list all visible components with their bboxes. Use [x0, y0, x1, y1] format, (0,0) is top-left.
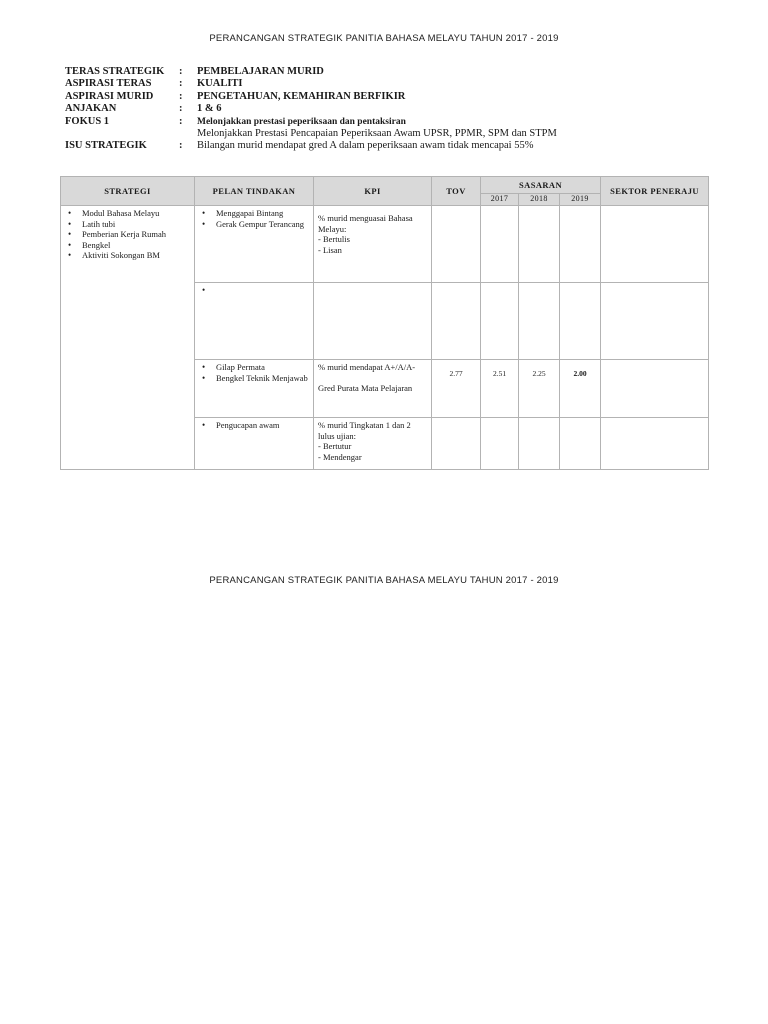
kpi-text: - Mendengar: [318, 451, 362, 462]
colon: :: [179, 66, 183, 77]
sektor-cell: [601, 418, 709, 470]
sasaran-2019-value: 2.00: [560, 360, 601, 418]
header-pelan-tindakan: PELAN TINDAKAN: [195, 177, 314, 206]
sasaran-2019-cell: [560, 418, 601, 470]
pelan-cell: [195, 418, 314, 470]
table-row: [61, 206, 709, 283]
colon: :: [179, 115, 183, 127]
pelan-item: • Menggapai Bintang: [197, 208, 311, 219]
strategi-item: • Bengkel: [63, 240, 192, 251]
header-year-2018: 2018: [519, 194, 560, 206]
fokus-detail-row: [65, 128, 557, 140]
strategi-item: • Modul Bahasa Melayu: [63, 208, 192, 219]
sektor-cell: [601, 360, 709, 418]
sasaran-2017-cell: [481, 418, 519, 470]
sasaran-2018-cell: [519, 206, 560, 283]
header-tov: TOV: [432, 177, 481, 206]
sasaran-2019-cell: [560, 206, 601, 283]
header-sektor-peneraju: SEKTOR PENERAJU: [601, 177, 709, 206]
strategic-info: [65, 66, 557, 153]
fokus-label: FOKUS 1: [65, 115, 110, 127]
isu-strategik-value: Bilangan murid mendapat gred A dalam peperiksaan awam tidak mencapai 55%: [197, 140, 534, 152]
fokus-detail-value: Melonjakkan Prestasi Pencapaian Peperiksaan Awam UPSR, PPMR, SPM dan STPM: [197, 128, 557, 140]
isu-strategik-label: ISU STRATEGIK: [65, 140, 147, 152]
pelan-cell: [195, 206, 314, 283]
header-strategi: STRATEGI: [61, 177, 195, 206]
strategic-plan-table: [60, 176, 709, 470]
aspirasi-murid-label: ASPIRASI MURID: [65, 90, 154, 102]
tov-cell: [432, 418, 481, 470]
strategi-item: • Pemberian Kerja Rumah: [63, 229, 192, 240]
kpi-text: - Bertutur: [318, 441, 352, 451]
aspirasi-teras-value: KUALITI: [197, 78, 243, 90]
sektor-cell: [601, 206, 709, 283]
tov-cell: [432, 283, 481, 360]
sektor-cell: [601, 283, 709, 360]
pelan-cell: [195, 360, 314, 418]
sasaran-2018-value: 2.25: [519, 360, 560, 418]
anjakan-label: ANJAKAN: [65, 103, 117, 115]
kpi-text: - Bertulis: [318, 234, 350, 244]
page-header: PERANCANGAN STRATEGIK PANITIA BAHASA MELAYU TAHUN 2017 - 2019: [209, 575, 559, 586]
strategi-item: • Aktiviti Sokongan BM: [63, 250, 192, 261]
page-header: PERANCANGAN STRATEGIK PANITIA BAHASA MELAYU TAHUN 2017 - 2019: [209, 33, 559, 44]
strategi-item: • Latih tubi: [63, 219, 192, 230]
sasaran-2018-cell: [519, 283, 560, 360]
aspirasi-murid-row: [65, 91, 557, 103]
kpi-text: % murid mendapat A+/A/A-: [318, 362, 416, 372]
sasaran-2017-cell: [481, 206, 519, 283]
kpi-cell: [314, 418, 432, 470]
colon: :: [179, 140, 183, 152]
kpi-cell: [314, 360, 432, 418]
header-sasaran: SASARAN: [481, 177, 601, 194]
fokus-row: [65, 116, 557, 128]
anjakan-row: [65, 103, 557, 115]
sasaran-2018-cell: [519, 418, 560, 470]
strategi-cell: [61, 206, 195, 470]
colon: :: [179, 78, 183, 90]
kpi-cell: [314, 206, 432, 283]
teras-strategik-row: [65, 66, 557, 78]
teras-strategik-label: TERAS STRATEGIK: [65, 66, 165, 77]
colon: :: [179, 103, 183, 115]
isu-strategik-row: [65, 140, 557, 152]
kpi-text: % murid menguasai Bahasa Melayu:: [318, 213, 413, 234]
sasaran-2017-value: 2.51: [481, 360, 519, 418]
pelan-item: • Pengucapan awam: [197, 420, 311, 431]
aspirasi-teras-label: ASPIRASI TERAS: [65, 78, 152, 90]
pelan-item: • Bengkel Teknik Menjawab: [197, 373, 311, 384]
pelan-cell: [195, 283, 314, 360]
header-kpi: KPI: [314, 177, 432, 206]
aspirasi-murid-value: PENGETAHUAN, KEMAHIRAN BERFIKIR: [197, 90, 406, 102]
sasaran-2019-cell: [560, 283, 601, 360]
tov-value: 2.77: [432, 360, 481, 418]
aspirasi-teras-row: [65, 78, 557, 90]
sasaran-2017-cell: [481, 283, 519, 360]
header-year-2019: 2019: [560, 194, 601, 206]
teras-strategik-value: PEMBELAJARAN MURID: [197, 66, 324, 77]
tov-cell: [432, 206, 481, 283]
kpi-text: - Lisan: [318, 244, 342, 255]
kpi-text: % murid Tingkatan 1 dan 2 lulus ujian:: [318, 420, 411, 441]
pelan-item: • Gerak Gempur Terancang: [197, 219, 311, 230]
kpi-text: Gred Purata Mata Pelajaran: [318, 382, 413, 393]
fokus-value: Melonjakkan prestasi peperiksaan dan pentaksiran: [197, 116, 406, 127]
anjakan-value: 1 & 6: [197, 103, 222, 115]
header-year-2017: 2017: [481, 194, 519, 206]
colon: :: [179, 90, 183, 102]
pelan-item: • Gilap Permata: [197, 362, 311, 373]
kpi-cell: [314, 283, 432, 360]
